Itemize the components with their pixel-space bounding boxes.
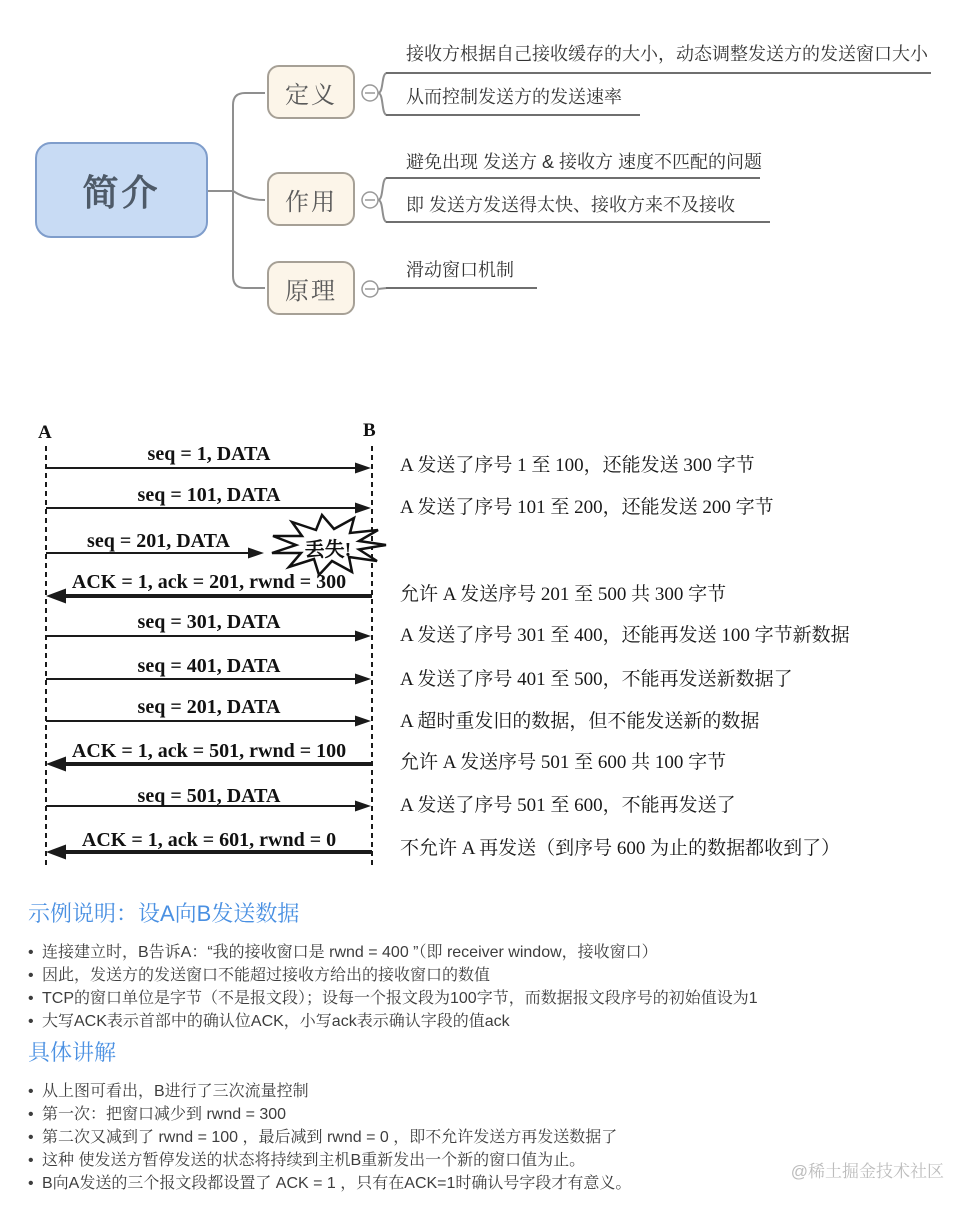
section-heading: 示例说明：设A向B发送数据 bbox=[28, 901, 300, 926]
bullet-text: 从上图可看出，B进行了三次流量控制 bbox=[42, 1083, 309, 1100]
note-bullet bbox=[28, 1010, 958, 1033]
message-annotation: A 发送了序号 1 至 100，还能发送 300 字节 bbox=[400, 455, 755, 476]
message-label: seq = 101, DATA bbox=[137, 484, 281, 506]
note-bullet bbox=[28, 987, 958, 1010]
mindmap-root-node: 简介 bbox=[35, 142, 208, 238]
bullet-text: 第一次：把窗口减少到 rwnd = 300 bbox=[42, 1106, 287, 1123]
mindmap-leaf: 避免出现 发送方 & 接收方 速度不匹配的问题 bbox=[406, 152, 763, 172]
message-annotation: A 发送了序号 501 至 600，不能再发送了 bbox=[400, 795, 736, 816]
mindmap-leaf: 即 发送方发送得太快、接收方来不及接收 bbox=[406, 195, 735, 215]
bullet-text: 第二次又减到了 rwnd = 100 ，最后减到 rwnd = 0 ，即不允许发送方再发送数据了 bbox=[42, 1129, 618, 1146]
message-annotation: A 发送了序号 401 至 500，不能再发送新数据了 bbox=[400, 669, 793, 690]
message-label: ACK = 1, ack = 201, rwnd = 300 bbox=[71, 571, 347, 593]
message-annotation: 不允许 A 再发送（到序号 600 为止的数据都收到了） bbox=[400, 838, 841, 859]
message-label: seq = 201, DATA bbox=[137, 696, 281, 718]
mindmap-leaf: 接收方根据自己接收缓存的大小，动态调整发送方的发送窗口大小 bbox=[406, 44, 928, 64]
bullet-text: B向A发送的三个报文段都设置了 ACK = 1 ，只有在ACK=1时确认号字段才有意义。 bbox=[42, 1175, 632, 1192]
mindmap-leaf: 从而控制发送方的发送速率 bbox=[406, 87, 622, 107]
note-bullet bbox=[28, 1126, 958, 1149]
note-bullet bbox=[28, 964, 958, 987]
bullet-dot-icon: • bbox=[28, 1083, 34, 1100]
message-label: seq = 501, DATA bbox=[137, 785, 281, 807]
bullet-dot-icon: • bbox=[28, 1106, 34, 1123]
connector-yuanli-leaf1 bbox=[378, 288, 387, 289]
bullet-dot-icon: • bbox=[28, 944, 34, 961]
mindmap-branch-yuanli: 原理 bbox=[267, 261, 355, 315]
message-annotation: A 发送了序号 101 至 200，还能发送 200 字节 bbox=[400, 497, 774, 518]
bullet-dot-icon: • bbox=[28, 990, 34, 1007]
mindmap-branch-dingyi: 定义 bbox=[267, 65, 355, 119]
note-bullet bbox=[28, 1080, 958, 1103]
message-annotation: A 发送了序号 301 至 400，还能再发送 100 字节新数据 bbox=[400, 625, 850, 646]
collapse-minus-icon bbox=[362, 192, 378, 208]
section-example bbox=[28, 897, 958, 1033]
bullet-dot-icon: • bbox=[28, 1129, 34, 1146]
note-bullet bbox=[28, 1103, 958, 1126]
message-annotation: A 超时重发旧的数据，但不能发送新的数据 bbox=[400, 711, 760, 732]
connector-root-to-yuanli bbox=[233, 191, 265, 288]
message-annotation: 允许 A 发送序号 501 至 600 共 100 字节 bbox=[400, 752, 727, 773]
bullet-dot-icon: • bbox=[28, 1013, 34, 1030]
bullet-dot-icon: • bbox=[28, 1152, 34, 1169]
connector-root-to-dingyi bbox=[233, 93, 265, 191]
watermark: @稀土掘金技术社区 bbox=[790, 1162, 944, 1181]
host-a-label: A bbox=[38, 422, 52, 443]
bullet-text: 这种 使发送方暂停发送的状态将持续到主机B重新发出一个新的窗口值为止。 bbox=[42, 1152, 586, 1169]
message-label: ACK = 1, ack = 601, rwnd = 0 bbox=[81, 829, 337, 851]
collapse-minus-icon bbox=[362, 281, 378, 297]
collapse-icons bbox=[362, 85, 378, 297]
bullet-dot-icon: • bbox=[28, 967, 34, 984]
bullet-dot-icon: • bbox=[28, 1175, 34, 1192]
bullet-text: 连接建立时，B告诉A：“我的接收窗口是 rwnd = 400 ”（即 receiver window，接收窗口） bbox=[42, 944, 658, 961]
message-label: seq = 1, DATA bbox=[147, 443, 271, 465]
bullet-text: 因此，发送方的发送窗口不能超过接收方给出的接收窗口的数值 bbox=[42, 967, 491, 984]
message-label: seq = 301, DATA bbox=[137, 611, 281, 633]
message-label: ACK = 1, ack = 501, rwnd = 100 bbox=[71, 740, 347, 762]
loss-label: 丢失! bbox=[304, 539, 352, 561]
bullet-text: TCP的窗口单位是字节（不是报文段）；设每一个报文段为100字节，而数据报文段序号的初始值设为1 bbox=[42, 990, 758, 1007]
connector-root-to-zuoyong bbox=[233, 191, 265, 200]
mindmap-branch-zuoyong: 作用 bbox=[267, 172, 355, 226]
host-b-label: B bbox=[363, 420, 376, 441]
collapse-minus-icon bbox=[362, 85, 378, 101]
message-annotation: 允许 A 发送序号 201 至 500 共 300 字节 bbox=[400, 584, 727, 605]
bullet-text: 大写ACK表示首部中的确认位ACK，小写ack表示确认字段的值ack bbox=[42, 1013, 510, 1030]
message-label: seq = 201, DATA bbox=[87, 530, 230, 552]
note-bullet bbox=[28, 941, 958, 964]
section-heading: 具体讲解 bbox=[28, 1040, 117, 1065]
message-label: seq = 401, DATA bbox=[137, 655, 281, 677]
mindmap-leaf: 滑动窗口机制 bbox=[406, 260, 514, 280]
